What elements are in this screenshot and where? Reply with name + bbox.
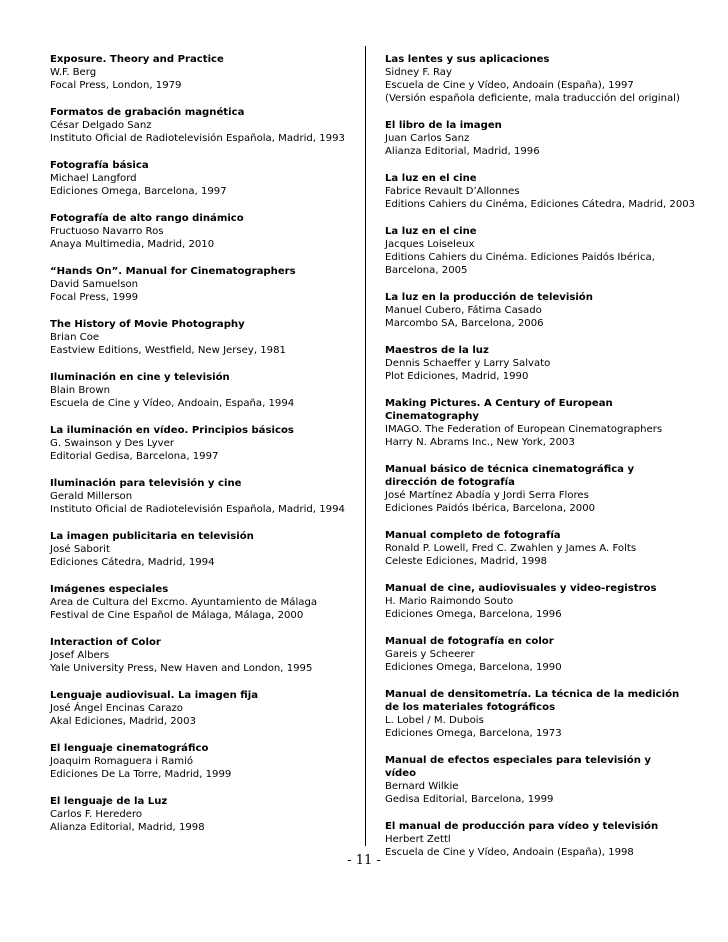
entry-publisher: Ediciones Cátedra, Madrid, 1994 <box>50 557 215 568</box>
bibliography-entry <box>50 371 355 410</box>
entry-title: Manual básico de técnica cinematográfica y dirección de fotografía <box>385 464 635 488</box>
bibliography-entry <box>385 344 685 383</box>
entry-author: Gareis y Scheerer <box>385 649 475 660</box>
entry-author: G. Swainson y Des Lyver <box>50 438 174 449</box>
entry-publisher: Marcombo SA, Barcelona, 2006 <box>385 318 544 329</box>
entry-title: El lenguaje cinematográfico <box>50 743 209 754</box>
entry-publisher: Ediciones De La Torre, Madrid, 1999 <box>50 769 232 780</box>
entry-publisher: Festival de Cine Español de Málaga, Málaga, 2000 <box>50 610 304 621</box>
entry-title: El lenguaje de la Luz <box>50 796 168 807</box>
entry-author: Joaquim Romaguera i Ramió <box>50 756 194 767</box>
entry-title: Manual de cine, audiovisuales y video-registros <box>385 583 657 594</box>
bibliography-entry <box>385 754 685 806</box>
entry-author: Carlos F. Heredero <box>50 809 143 820</box>
entry-author: Jacques Loiseleux <box>385 239 475 250</box>
entry-author: L. Lobel / M. Dubois <box>385 715 484 726</box>
entry-title: El manual de producción para vídeo y televisión <box>385 821 659 832</box>
entry-publisher: (Versión española deficiente, mala traducción del original) <box>385 93 680 104</box>
entry-author: Dennis Schaeffer y Larry Salvato <box>385 358 551 369</box>
bibliography-entry <box>50 265 355 304</box>
page-number: - 11 - <box>347 853 381 868</box>
bibliography-entry <box>385 688 685 740</box>
entry-author: Bernard Wilkie <box>385 781 459 792</box>
entry-author: Herbert Zettl <box>385 834 451 845</box>
bibliography-entry <box>50 636 355 675</box>
entry-title: Imágenes especiales <box>50 584 169 595</box>
entry-title: Fotografía básica <box>50 160 149 171</box>
entry-author: Gerald Millerson <box>50 491 133 502</box>
bibliography-entry <box>385 225 685 277</box>
bibliography-entry <box>50 742 355 781</box>
entry-author: Michael Langford <box>50 173 137 184</box>
entry-publisher: Alianza Editorial, Madrid, 1996 <box>385 146 540 157</box>
entry-title: Lenguaje audiovisual. La imagen fija <box>50 690 259 701</box>
bibliography-entry <box>50 689 355 728</box>
entry-author: José Martínez Abadía y Jordi Serra Flores <box>385 490 589 501</box>
entry-publisher: Ediciones Omega, Barcelona, 1990 <box>385 662 562 673</box>
bibliography-entry <box>385 397 685 449</box>
entry-author: David Samuelson <box>50 279 139 290</box>
entry-title: Making Pictures. A Century of European Cinematography <box>385 398 613 422</box>
bibliography-entry <box>50 212 355 251</box>
entry-publisher: Ediciones Omega, Barcelona, 1996 <box>385 609 562 620</box>
entry-author: Area de Cultura del Excmo. Ayuntamiento de Málaga <box>50 597 318 608</box>
bibliography-entry <box>50 795 355 834</box>
entry-author: H. Mario Raimondo Souto <box>385 596 514 607</box>
bibliography-entry <box>385 53 685 105</box>
entry-publisher: Ediciones Paidós Ibérica, Barcelona, 2000 <box>385 503 596 514</box>
entry-publisher: Barcelona, 2005 <box>385 265 468 276</box>
entry-publisher: Plot Ediciones, Madrid, 1990 <box>385 371 529 382</box>
entry-author: Blain Brown <box>50 385 111 396</box>
bibliography-entry <box>385 635 685 674</box>
entry-publisher: Focal Press, London, 1979 <box>50 80 182 91</box>
entry-publisher: Ediciones Omega, Barcelona, 1997 <box>50 186 227 197</box>
entry-title: Formatos de grabación magnética <box>50 107 245 118</box>
entry-publisher: Escuela de Cine y Vídeo, Andoain, España, 1994 <box>50 398 295 409</box>
entry-publisher: Harry N. Abrams Inc., New York, 2003 <box>385 437 575 448</box>
entry-title: Manual de fotografía en color <box>385 636 554 647</box>
entry-author: José Ángel Encinas Carazo <box>50 703 183 714</box>
entry-publisher: Ediciones Omega, Barcelona, 1973 <box>385 728 562 739</box>
entry-publisher: Akal Ediciones, Madrid, 2003 <box>50 716 196 727</box>
entry-publisher: Instituto Oficial de Radiotelevisión Española, Madrid, 1994 <box>50 504 345 515</box>
entry-title: Las lentes y sus aplicaciones <box>385 54 550 65</box>
bibliography-entry <box>50 106 355 145</box>
bibliography-entry <box>50 318 355 357</box>
bibliography-entry <box>385 529 685 568</box>
entry-publisher: Anaya Multimedia, Madrid, 2010 <box>50 239 215 250</box>
entry-author: Sidney F. Ray <box>385 67 452 78</box>
entry-author: Juan Carlos Sanz <box>385 133 470 144</box>
column-divider <box>365 46 366 846</box>
bibliography-entry <box>385 291 685 330</box>
entry-author: Fabrice Revault D’Allonnes <box>385 186 520 197</box>
entry-author: Ronald P. Lowell, Fred C. Zwahlen y James A. Folts <box>385 543 637 554</box>
entry-author: Manuel Cubero, Fátima Casado <box>385 305 542 316</box>
entry-title: Manual de densitometría. La técnica de la medición de los materiales fotográficos <box>385 689 680 713</box>
bibliography-entry <box>385 119 685 158</box>
entry-title: Maestros de la luz <box>385 345 489 356</box>
entry-title: La iluminación en vídeo. Principios básicos <box>50 425 294 436</box>
entry-title: La luz en la producción de televisión <box>385 292 593 303</box>
entry-title: Exposure. Theory and Practice <box>50 54 224 65</box>
entry-publisher: Editions Cahiers du Cinéma. Ediciones Paidós Ibérica, <box>385 252 655 263</box>
entry-title: “Hands On”. Manual for Cinematographers <box>50 266 296 277</box>
entry-publisher: Editions Cahiers du Cinéma, Ediciones Cátedra, Madrid, 2003 <box>385 199 696 210</box>
entry-title: Iluminación en cine y televisión <box>50 372 230 383</box>
entry-title: La luz en el cine <box>385 226 477 237</box>
entry-publisher: Editorial Gedisa, Barcelona, 1997 <box>50 451 219 462</box>
entry-title: The History of Movie Photography <box>50 319 245 330</box>
entry-author: Fructuoso Navarro Ros <box>50 226 164 237</box>
left-column <box>50 53 355 848</box>
bibliography-entry <box>385 172 696 211</box>
entry-author: W.F. Berg <box>50 67 97 78</box>
entry-title: Fotografía de alto rango dinámico <box>50 213 244 224</box>
entry-publisher: Focal Press, 1999 <box>50 292 139 303</box>
entry-author: César Delgado Sanz <box>50 120 152 131</box>
bibliography-entry <box>50 424 355 463</box>
bibliography-entry <box>385 582 685 621</box>
entry-title: Manual de efectos especiales para televisión y vídeo <box>385 755 651 779</box>
entry-author: Josef Albers <box>50 650 110 661</box>
bibliography-entry <box>50 583 355 622</box>
entry-publisher: Celeste Ediciones, Madrid, 1998 <box>385 556 548 567</box>
entry-author: José Saborit <box>50 544 110 555</box>
bibliography-entry <box>50 159 355 198</box>
entry-author: IMAGO. The Federation of European Cinematographers <box>385 424 663 435</box>
entry-publisher: Escuela de Cine y Vídeo, Andoain (España), 1998 <box>385 847 634 858</box>
entry-title: La luz en el cine <box>385 173 477 184</box>
entry-author: Brian Coe <box>50 332 100 343</box>
entry-publisher: Gedisa Editorial, Barcelona, 1999 <box>385 794 554 805</box>
entry-publisher: Alianza Editorial, Madrid, 1998 <box>50 822 205 833</box>
entry-title: La imagen publicitaria en televisión <box>50 531 254 542</box>
entry-publisher: Instituto Oficial de Radiotelevisión Española, Madrid, 1993 <box>50 133 345 144</box>
bibliography-entry <box>385 463 685 515</box>
entry-publisher: Yale University Press, New Haven and London, 1995 <box>50 663 313 674</box>
entry-title: Interaction of Color <box>50 637 161 648</box>
bibliography-entry <box>50 530 355 569</box>
entry-publisher: Eastview Editions, Westfield, New Jersey, 1981 <box>50 345 286 356</box>
right-column <box>385 53 696 873</box>
entry-title: El libro de la imagen <box>385 120 502 131</box>
entry-title: Iluminación para televisión y cine <box>50 478 242 489</box>
bibliography-entry <box>50 53 355 92</box>
bibliography-entry <box>50 477 355 516</box>
entry-publisher: Escuela de Cine y Vídeo, Andoain (España), 1997 <box>385 80 634 91</box>
entry-title: Manual completo de fotografía <box>385 530 561 541</box>
